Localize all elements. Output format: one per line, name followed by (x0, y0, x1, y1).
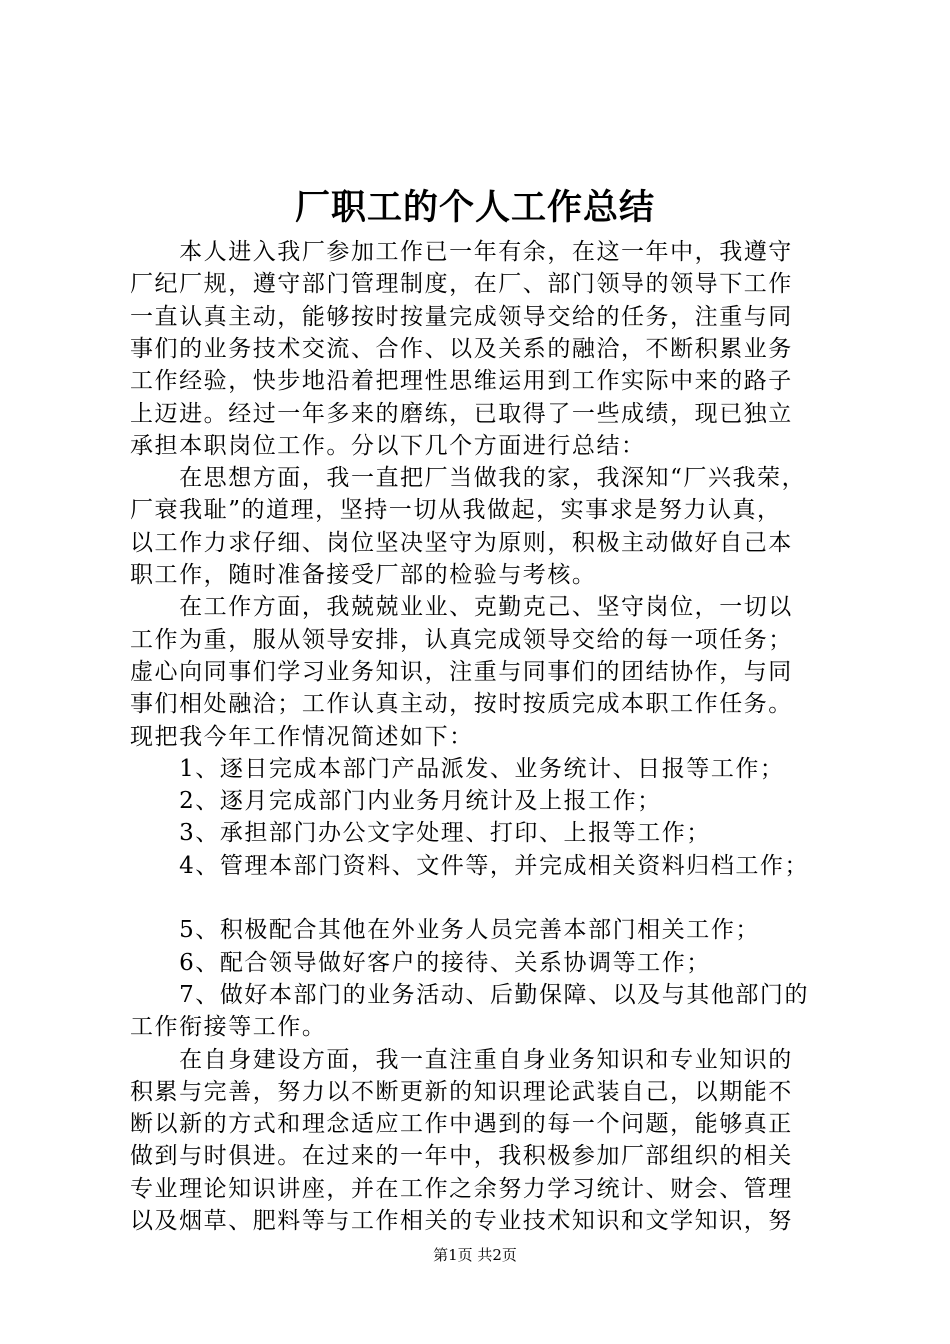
body-line: 工作衔接等工作。 (130, 1014, 327, 1041)
body-line: 以工作力求仔细、岗位坚决坚守为原则，积极主动做好自己本 (130, 529, 793, 556)
body-line: 断以新的方式和理念适应工作中遇到的每一个问题，能够真正 (130, 1111, 793, 1138)
body-line: 在工作方面，我兢兢业业、克勤克己、坚守岗位，一切以 (130, 594, 793, 621)
body-line: 在思想方面，我一直把厂当做我的家，我深知“厂兴我荣， (130, 465, 807, 492)
body-line: 专业理论知识讲座，并在工作之余努力学习统计、财会、管理 (130, 1175, 793, 1202)
body-line: 6、配合领导做好客户的接待、关系协调等工作； (130, 949, 711, 976)
body-line: 承担本职岗位工作。分以下几个方面进行总结： (130, 432, 646, 459)
body-line: 在自身建设方面，我一直注重自身业务知识和专业知识的 (130, 1046, 793, 1073)
body-line: 本人进入我厂参加工作已一年有余，在这一年中，我遵守 (130, 239, 793, 265)
body-line: 职工作，随时准备接受厂部的检验与考核。 (130, 562, 597, 588)
body-line: 以及烟草、肥料等与工作相关的专业技术知识和文学知识，努 (130, 1208, 793, 1234)
body-line: 3、承担部门办公文字处理、打印、上报等工作； (130, 820, 711, 847)
body-line: 积累与完善，努力以不断更新的知识理论武装自己，以期能不 (130, 1078, 793, 1105)
body-line: 上迈进。经过一年多来的磨练，已取得了一些成绩，现已独立 (130, 400, 793, 427)
body-line: 事们相处融洽；工作认真主动，按时按质完成本职工作任务。 (130, 691, 793, 718)
page-number: 第1页 共2页 (433, 1246, 517, 1264)
document-title: 厂职工的个人工作总结 (294, 188, 655, 228)
body-line: 7、做好本部门的业务活动、后勤保障、以及与其他部门的 (130, 981, 810, 1008)
body-line: 4、管理本部门资料、文件等，并完成相关资料归档工作； (130, 852, 810, 879)
body-line: 做到与时俱进。在过来的一年中，我积极参加厂部组织的相关 (130, 1143, 793, 1170)
body-line: 事们的业务技术交流、合作、以及关系的融洽，不断积累业务 (130, 335, 793, 362)
body-line: 厂衰我耻”的道理，坚持一切从我做起，实事求是努力认真， (130, 497, 782, 524)
body-line: 1、逐日完成本部门产品派发、业务统计、日报等工作； (130, 755, 785, 782)
body-line: 工作为重，服从领导安排，认真完成领导交给的每一项任务； (130, 626, 793, 653)
body-line: 现把我今年工作情况简述如下： (130, 723, 474, 750)
body-line: 工作经验，快步地沿着把理性思维运用到工作实际中来的路子 (130, 368, 793, 395)
body-line: 一直认真主动，能够按时按量完成领导交给的任务，注重与同 (130, 303, 793, 330)
body-line: 厂纪厂规，遵守部门管理制度，在厂、部门领导的领导下工作 (130, 271, 793, 298)
body-line: 5、积极配合其他在外业务人员完善本部门相关工作； (130, 917, 760, 944)
body-line: 2、逐月完成部门内业务月统计及上报工作； (130, 788, 662, 815)
body-line: 虚心向同事们学习业务知识，注重与同事们的团结协作，与同 (130, 658, 793, 685)
